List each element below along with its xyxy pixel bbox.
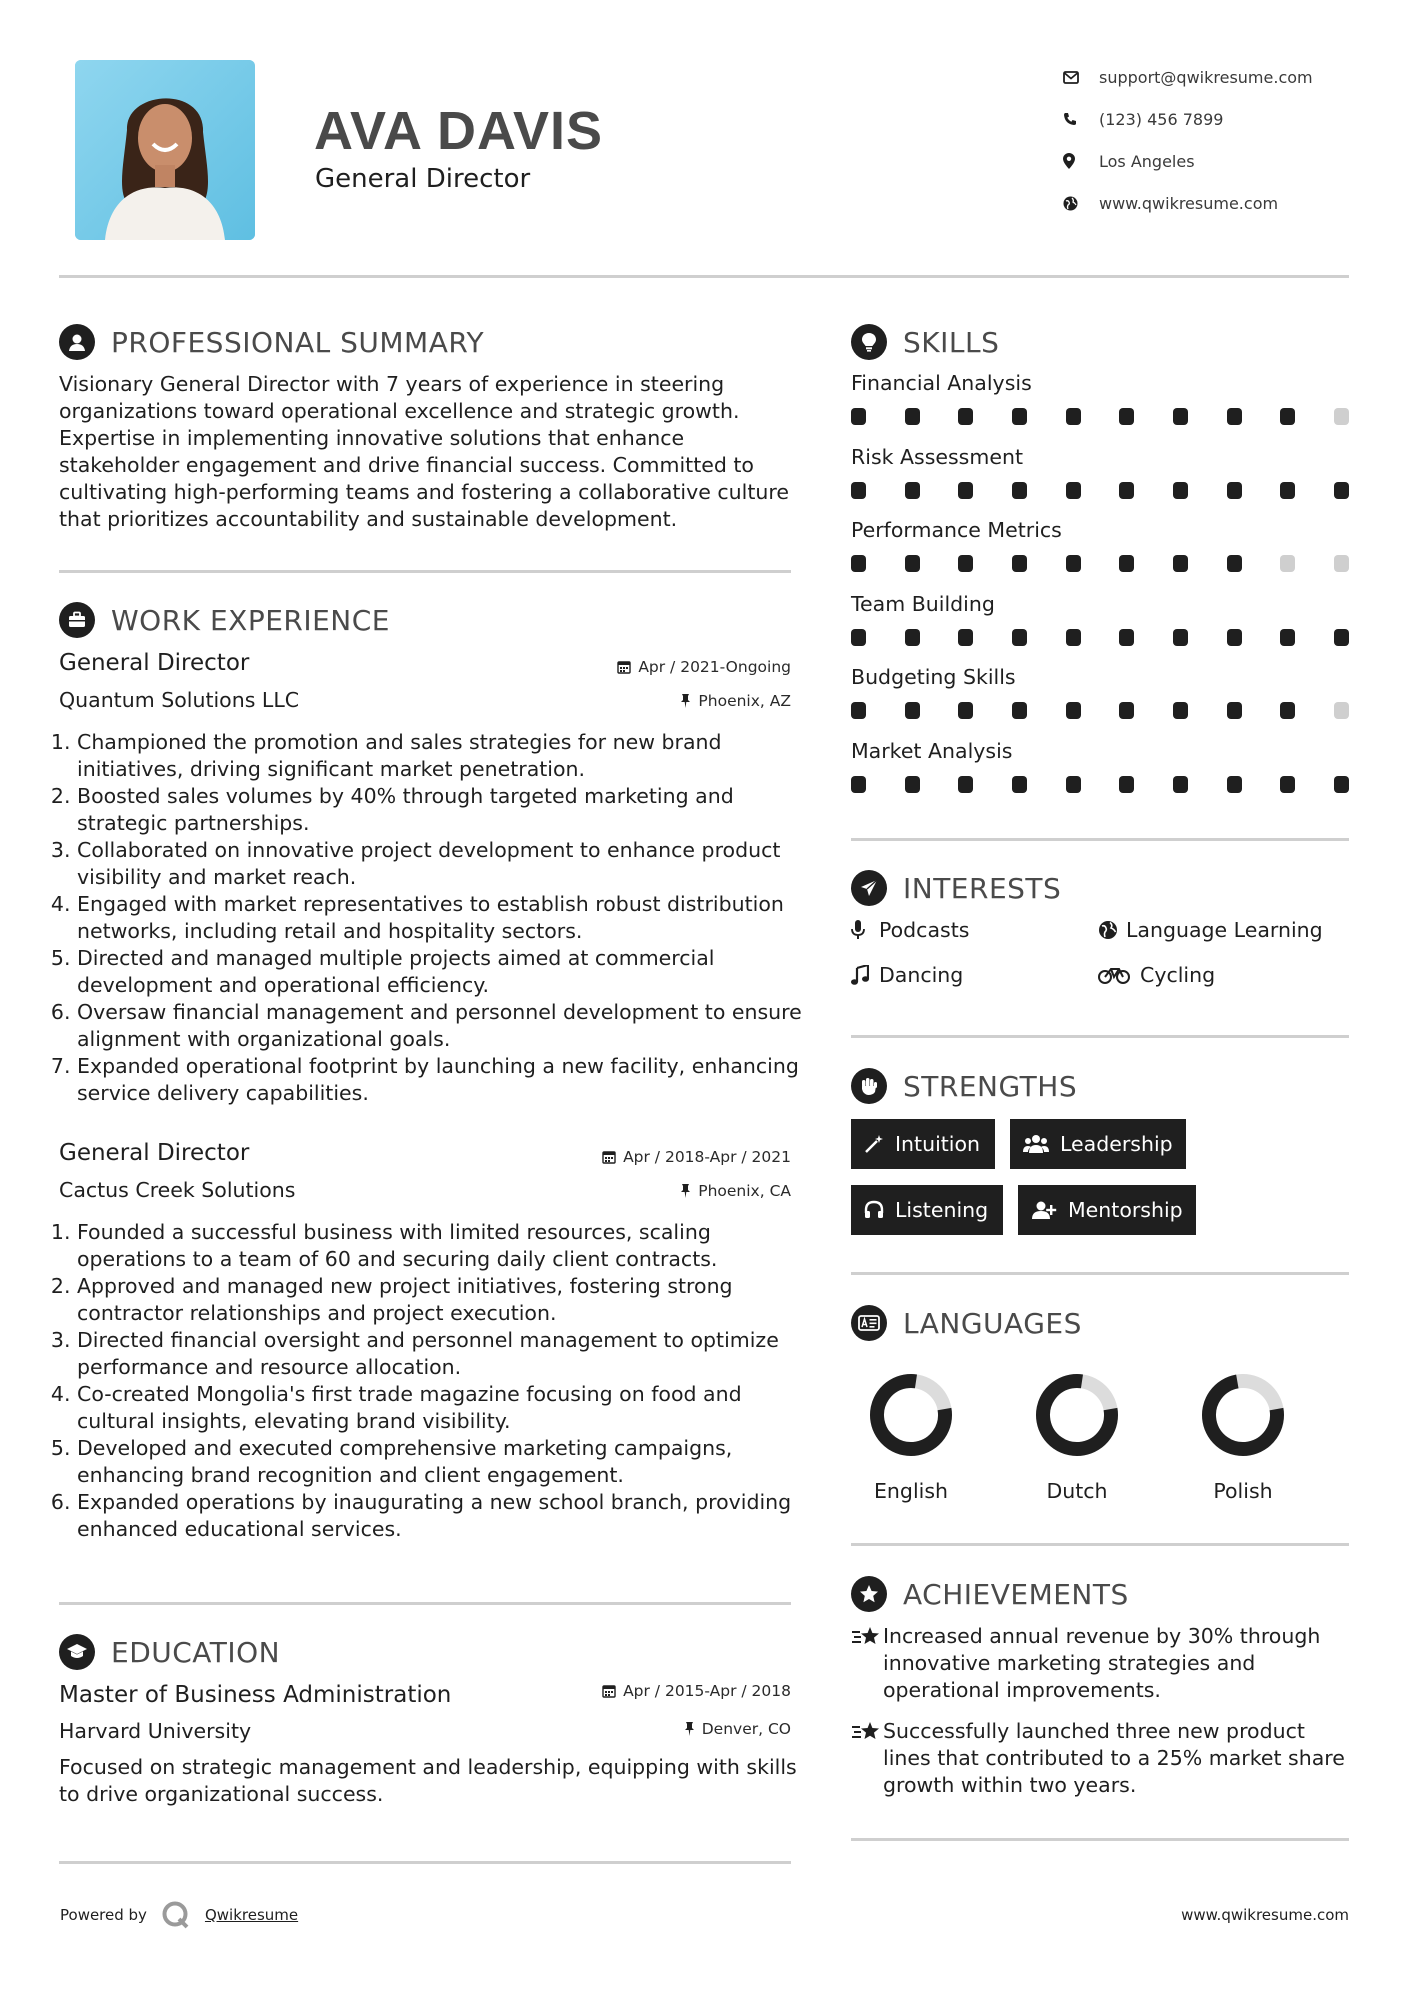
rating-dot-filled (1280, 629, 1295, 646)
language-item (1017, 1365, 1137, 1503)
rating-dot-filled (1280, 408, 1295, 425)
pushpin-icon (680, 694, 691, 708)
strength-tag-listening (851, 1185, 1003, 1235)
rating-dot-filled (905, 482, 920, 499)
skill-name: Market Analysis (851, 738, 1013, 763)
rating-dot-filled (1119, 408, 1134, 425)
shooting-star-icon (851, 1623, 883, 1704)
rating-dot-filled (1012, 629, 1027, 646)
qwikresume-link[interactable]: Qwikresume (204, 1906, 299, 1924)
rating-dot-filled (1227, 702, 1242, 719)
interests-divider (851, 1035, 1349, 1038)
rating-dot-filled (1066, 555, 1081, 572)
language-item (851, 1365, 971, 1503)
contact-list (1063, 56, 1363, 224)
user-plus-icon (1031, 1200, 1057, 1220)
rating-dot-filled (905, 555, 920, 572)
rating-dot-filled (851, 702, 866, 719)
calendar-icon (602, 1150, 616, 1164)
achievements-heading (851, 1576, 1129, 1612)
job-2-location (480, 1182, 791, 1200)
rating-dot-filled (1227, 482, 1242, 499)
job-1-date (480, 658, 791, 676)
job-2-company: Cactus Creek Solutions (59, 1178, 296, 1202)
language-label: Dutch (1046, 1479, 1108, 1503)
achievement-item (851, 1718, 1349, 1799)
rating-dot-filled (1173, 482, 1188, 499)
interests-title: INTERESTS (903, 871, 1062, 905)
job-1-bullets (59, 729, 804, 1107)
candidate-role: General Director (315, 164, 531, 194)
bicycle-icon (1098, 966, 1140, 984)
education-location-text: Denver, CO (701, 1720, 791, 1738)
interest-label: Podcasts (879, 918, 970, 942)
strength-label: Mentorship (1068, 1198, 1183, 1222)
education-location (480, 1720, 791, 1738)
skills-heading (851, 324, 999, 360)
graduation-cap-icon (59, 1634, 95, 1670)
contact-phone-text: (123) 456 7899 (1099, 109, 1224, 129)
rating-dot-filled (851, 408, 866, 425)
strengths-title: STRENGTHS (903, 1069, 1078, 1103)
footer-powered-by (60, 1900, 298, 1930)
rating-dot-filled (1119, 776, 1134, 793)
experience-title: WORK EXPERIENCE (111, 603, 390, 637)
footer-website[interactable]: www.qwikresume.com (1181, 1906, 1349, 1924)
phone-icon (1063, 112, 1099, 126)
language-level-donut (861, 1365, 961, 1465)
interest-label: Language Learning (1126, 918, 1323, 942)
contact-email[interactable] (1063, 56, 1363, 98)
achievement-text: Increased annual revenue by 30% through innovative marketing strategies and operational improvements. (883, 1624, 1321, 1702)
language-label: Polish (1213, 1479, 1273, 1503)
rating-dot-filled (1280, 776, 1295, 793)
rating-dot-filled (905, 408, 920, 425)
rating-dot-filled (958, 702, 973, 719)
paper-plane-icon (851, 870, 887, 906)
job-1-title: General Director (59, 650, 250, 676)
language-label: English (873, 1479, 949, 1503)
language-card-icon (851, 1305, 887, 1341)
list-item: 5. Directed and managed multiple projects aimed at commercial development and operational efficiency. (77, 945, 804, 999)
strength-tag-mentorship (1018, 1185, 1196, 1235)
microphone-icon (851, 920, 879, 940)
interest-item-dancing (851, 963, 963, 987)
list-item: 2. Boosted sales volumes by 40% through targeted marketing and strategic partnerships. (77, 783, 804, 837)
job-1-company: Quantum Solutions LLC (59, 688, 300, 712)
rating-dot-filled (958, 482, 973, 499)
languages-title: LANGUAGES (903, 1306, 1082, 1340)
rating-dot-filled (905, 629, 920, 646)
education-date-text: Apr / 2015-Apr / 2018 (623, 1682, 791, 1700)
list-item: 4. Engaged with market representatives to establish robust distribution networks, including retail and hospitality sectors. (77, 891, 804, 945)
strength-label: Leadership (1060, 1132, 1173, 1156)
list-item: 2. Approved and managed new project initiatives, fostering strong contractor relationships and project execution. (77, 1273, 804, 1327)
rating-dot-filled (1334, 776, 1349, 793)
rating-dot-filled (1012, 702, 1027, 719)
header-divider (59, 275, 1349, 278)
contact-location (1063, 140, 1363, 182)
rating-dot-filled (958, 408, 973, 425)
user-icon (59, 324, 95, 360)
skill-rating (851, 482, 1349, 500)
interests-heading (851, 870, 1061, 906)
rating-dot-filled (1066, 482, 1081, 499)
list-item: 4. Co-created Mongolia's first trade magazine focusing on food and cultural insights, elevating brand visibility. (77, 1381, 804, 1435)
languages-divider (851, 1543, 1349, 1546)
summary-title: PROFESSIONAL SUMMARY (111, 325, 485, 359)
envelope-icon (1063, 71, 1099, 84)
list-item: 6. Expanded operations by inaugurating a new school branch, providing enhanced educational services. (77, 1489, 804, 1543)
skills-divider (851, 838, 1349, 841)
rating-dot-filled (958, 555, 973, 572)
contact-phone[interactable] (1063, 98, 1363, 140)
interest-item-cycling (1098, 963, 1215, 987)
skill-name: Risk Assessment (851, 444, 1023, 469)
globe-icon (1098, 920, 1126, 940)
powered-by-text: Powered by (60, 1906, 147, 1924)
education-description: Focused on strategic management and leadership, equipping with skills to drive organizational success. (59, 1755, 797, 1806)
education-degree: Master of Business Administration (59, 1682, 452, 1708)
rating-dot-filled (1012, 482, 1027, 499)
calendar-icon (602, 1684, 616, 1698)
job-1-location-text: Phoenix, AZ (698, 692, 791, 710)
interest-label: Dancing (879, 963, 964, 987)
rating-dot-filled (905, 776, 920, 793)
rating-dot-filled (958, 629, 973, 646)
contact-location-text: Los Angeles (1099, 151, 1195, 171)
rating-dot-filled (1173, 629, 1188, 646)
rating-dot-filled (1227, 776, 1242, 793)
language-item (1183, 1365, 1303, 1503)
skills-title: SKILLS (903, 325, 1000, 359)
languages-heading (851, 1305, 1082, 1341)
list-item: 6. Oversaw financial management and personnel development to ensure alignment with organizational goals. (77, 999, 804, 1053)
profile-photo (75, 60, 255, 240)
pushpin-icon (684, 1722, 695, 1736)
rating-dot-filled (1066, 408, 1081, 425)
skill-rating (851, 555, 1349, 573)
strength-tag-leadership (1010, 1119, 1186, 1169)
education-divider (59, 1861, 791, 1864)
strengths-divider (851, 1272, 1349, 1275)
education-school: Harvard University (59, 1719, 252, 1743)
rating-dot-filled (1334, 482, 1349, 499)
job-2-date (480, 1148, 791, 1166)
experience-heading (59, 602, 390, 638)
music-note-icon (851, 965, 879, 985)
rating-dot-filled (1227, 555, 1242, 572)
calendar-icon (617, 660, 631, 674)
skill-name: Budgeting Skills (851, 665, 1016, 689)
rating-dot-filled (1173, 555, 1188, 572)
list-item: 5. Developed and executed comprehensive marketing campaigns, enhancing brand recognition and client engagement. (77, 1435, 804, 1489)
rating-dot-filled (1173, 408, 1188, 425)
skill-rating (851, 776, 1349, 794)
star-badge-icon (851, 1576, 887, 1612)
globe-icon (1063, 196, 1099, 211)
users-icon (1023, 1134, 1049, 1154)
qwikresume-logo-icon (161, 1900, 191, 1930)
skill-name: Financial Analysis (851, 371, 1032, 395)
lightbulb-icon (851, 324, 887, 360)
education-title: EDUCATION (111, 1635, 281, 1669)
list-item: 7. Expanded operational footprint by launching a new facility, enhancing service delivery capabilities. (77, 1053, 804, 1107)
job-2-date-text: Apr / 2018-Apr / 2021 (623, 1148, 791, 1166)
rating-dot-filled (1012, 555, 1027, 572)
achievements-divider (851, 1838, 1349, 1841)
rating-dot-filled (851, 776, 866, 793)
job-2-location-text: Phoenix, CA (698, 1182, 791, 1200)
pushpin-icon (680, 1184, 691, 1198)
rating-dot-filled (1066, 702, 1081, 719)
skill-rating (851, 408, 1349, 426)
rating-dot-filled (1227, 629, 1242, 646)
rating-dot-empty (1334, 408, 1349, 425)
summary-divider (59, 570, 791, 573)
rating-dot-filled (1066, 776, 1081, 793)
rating-dot-filled (1119, 702, 1134, 719)
contact-email-text: support@qwikresume.com (1099, 67, 1313, 87)
job-1-location (480, 692, 791, 710)
briefcase-icon (59, 602, 95, 638)
interest-item-podcasts (851, 918, 969, 942)
rating-dot-filled (851, 629, 866, 646)
rating-dot-filled (1119, 629, 1134, 646)
rating-dot-filled (1012, 776, 1027, 793)
list-item: 1. Championed the promotion and sales strategies for new brand initiatives, driving significant market penetration. (77, 729, 804, 783)
strength-tag-intuition (851, 1119, 995, 1169)
rating-dot-filled (1173, 702, 1188, 719)
education-date (480, 1682, 791, 1700)
list-item: 1. Founded a successful business with limited resources, scaling operations to a team of 60 and securing daily client contracts. (77, 1219, 804, 1273)
rating-dot-filled (905, 702, 920, 719)
fist-icon (851, 1068, 887, 1104)
rating-dot-filled (1334, 629, 1349, 646)
job-1-date-text: Apr / 2021-Ongoing (638, 658, 791, 676)
education-heading (59, 1634, 280, 1670)
list-item: 3. Directed financial oversight and personnel management to optimize performance and resource allocation. (77, 1327, 804, 1381)
achievements-title: ACHIEVEMENTS (903, 1577, 1129, 1611)
rating-dot-filled (851, 482, 866, 499)
rating-dot-filled (1012, 408, 1027, 425)
language-level-donut (1027, 1365, 1127, 1465)
strength-label: Listening (895, 1198, 989, 1222)
rating-dot-filled (1227, 408, 1242, 425)
job-2-bullets (59, 1219, 804, 1543)
magic-wand-icon (864, 1134, 884, 1154)
experience-divider (59, 1602, 791, 1605)
rating-dot-empty (1334, 702, 1349, 719)
job-2-title: General Director (59, 1140, 250, 1166)
skill-rating (851, 702, 1349, 720)
rating-dot-filled (1173, 776, 1188, 793)
rating-dot-empty (1334, 555, 1349, 572)
summary-text: Visionary General Director with 7 years of experience in steering organizations toward operational excellence and strategic growth. Expertise in implementing innovative solutions that enhance stakeholder engagement and drive financial success. Committed to cultivating high-performing teams and fostering a collaborative culture that prioritizes accountability and sustainable development. (59, 372, 789, 531)
rating-dot-filled (1280, 702, 1295, 719)
strength-label: Intuition (895, 1132, 981, 1156)
achievement-item (851, 1623, 1349, 1704)
rating-dot-empty (1280, 555, 1295, 572)
candidate-name: AVA DAVIS (314, 101, 604, 161)
list-item: 3. Collaborated on innovative project development to enhance product visibility and market reach. (77, 837, 804, 891)
interest-item-language-learning (1098, 918, 1323, 942)
rating-dot-filled (958, 776, 973, 793)
language-level-donut (1193, 1365, 1293, 1465)
skill-rating (851, 629, 1349, 647)
rating-dot-filled (851, 555, 866, 572)
contact-website-text: www.qwikresume.com (1099, 193, 1279, 213)
rating-dot-filled (1066, 629, 1081, 646)
rating-dot-filled (1280, 482, 1295, 499)
strengths-heading (851, 1068, 1077, 1104)
contact-website[interactable] (1063, 182, 1363, 224)
skill-name: Team Building (851, 591, 995, 616)
summary-heading (59, 324, 484, 360)
achievement-text: Successfully launched three new product lines that contributed to a 25% market share growth within two years. (883, 1719, 1345, 1797)
skill-name: Performance Metrics (851, 518, 1062, 542)
map-marker-icon (1063, 153, 1099, 169)
headphones-icon (864, 1200, 884, 1220)
shooting-star-icon (851, 1718, 883, 1799)
rating-dot-filled (1119, 555, 1134, 572)
interest-label: Cycling (1140, 963, 1216, 987)
rating-dot-filled (1119, 482, 1134, 499)
